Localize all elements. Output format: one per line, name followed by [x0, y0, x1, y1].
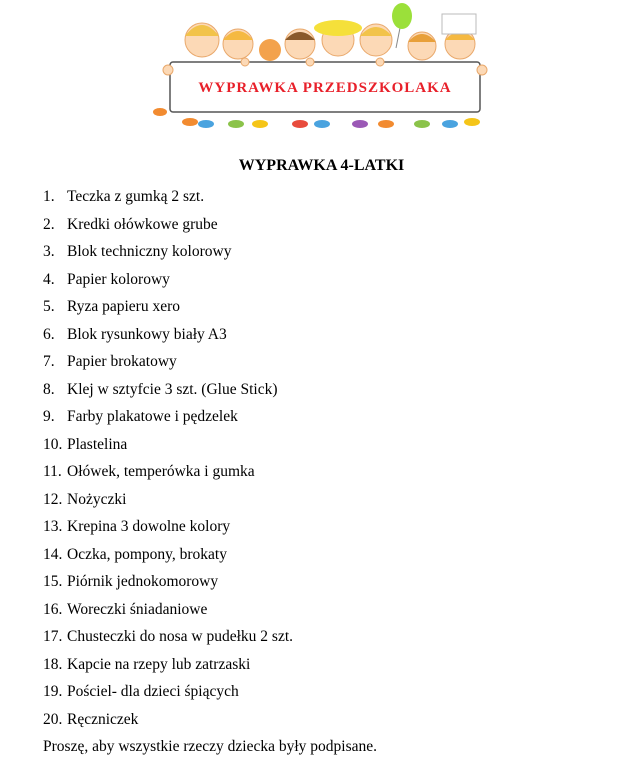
list-item — [43, 269, 293, 297]
list-item-text: Kapcie na rzepy lub zatrzaski — [67, 655, 251, 673]
list-item-text: Blok rysunkowy biały A3 — [67, 325, 227, 343]
list-item — [43, 709, 293, 737]
list-item-number: 2. — [43, 215, 55, 233]
list-item-text: Pościel- dla dzieci śpiących — [67, 683, 239, 700]
list-item-text: Krepina 3 dowolne kolory — [67, 518, 231, 535]
list-item — [43, 214, 293, 242]
list-item-text: Teczka z gumką 2 szt. — [67, 188, 205, 205]
list-item-text: Farby plakatowe i pędzelek — [67, 408, 238, 425]
header-banner — [150, 0, 500, 135]
list-item — [43, 654, 293, 682]
list-item — [43, 626, 293, 654]
banner-text: WYPRAWKA PRZEDSZKOLAKA — [198, 80, 452, 96]
list-item-text: Kredki ołówkowe grube — [67, 215, 218, 233]
list-item-text: Woreczki śniadaniowe — [67, 600, 208, 618]
list-item-text: Ręczniczek — [67, 710, 139, 728]
footer-note: Proszę, aby wszystkie rzeczy dziecka były podpisane. — [43, 738, 377, 755]
list-item-number: 20. — [43, 710, 63, 728]
list-item-number: 9. — [43, 408, 55, 425]
list-item-number: 3. — [43, 243, 55, 260]
list-item — [43, 461, 293, 489]
supply-list — [43, 186, 293, 736]
list-item-number: 5. — [43, 298, 55, 315]
list-item — [43, 241, 293, 269]
list-item — [43, 296, 293, 324]
list-item-text: Plastelina — [67, 435, 128, 453]
list-item-text: Klej w sztyfcie 3 szt. (Glue Stick) — [67, 380, 278, 398]
list-item-number: 6. — [43, 325, 55, 343]
list-item-number: 18. — [43, 655, 63, 673]
list-item-number: 8. — [43, 380, 55, 398]
list-item-text: Oczka, pompony, brokaty — [67, 545, 227, 563]
kids-faces — [185, 14, 476, 61]
list-item-text: Chusteczki do nosa w pudełku 2 szt. — [67, 628, 294, 645]
list-item-number: 14. — [43, 545, 63, 563]
list-item-text: Ryza papieru xero — [67, 298, 180, 315]
list-item-text: Nożyczki — [67, 490, 127, 508]
list-item-number: 17. — [43, 628, 63, 645]
page-title: WYPRAWKA 4-LATKI — [238, 157, 405, 174]
list-item — [43, 406, 293, 434]
list-item-number: 7. — [43, 353, 55, 370]
list-item-text: Blok techniczny kolorowy — [67, 243, 232, 260]
list-item — [43, 681, 293, 709]
list-item — [43, 324, 293, 352]
list-item-number: 4. — [43, 270, 55, 288]
balloon-icon — [392, 3, 412, 29]
list-item-text: Piórnik jednokomorowy — [67, 573, 219, 590]
list-item — [43, 434, 293, 462]
list-item-number: 15. — [43, 573, 63, 590]
list-item — [43, 599, 293, 627]
list-item-number: 1. — [43, 188, 55, 205]
list-item-text: Papier kolorowy — [67, 270, 170, 288]
list-item — [43, 516, 293, 544]
list-item — [43, 571, 293, 599]
list-item-number: 13. — [43, 518, 63, 535]
list-item-text: Papier brokatowy — [67, 353, 177, 370]
list-item-number: 10. — [43, 435, 63, 453]
list-item — [43, 544, 293, 572]
list-item — [43, 351, 293, 379]
list-item-number: 11. — [43, 463, 62, 480]
list-item — [43, 186, 293, 214]
list-item — [43, 489, 293, 517]
list-item-number: 12. — [43, 490, 63, 508]
list-item-number: 16. — [43, 600, 63, 618]
list-item-text: Ołówek, temperówka i gumka — [67, 463, 255, 480]
kids-holding-sign-illustration — [150, 0, 500, 135]
list-item-number: 19. — [43, 683, 63, 700]
list-item — [43, 379, 293, 407]
